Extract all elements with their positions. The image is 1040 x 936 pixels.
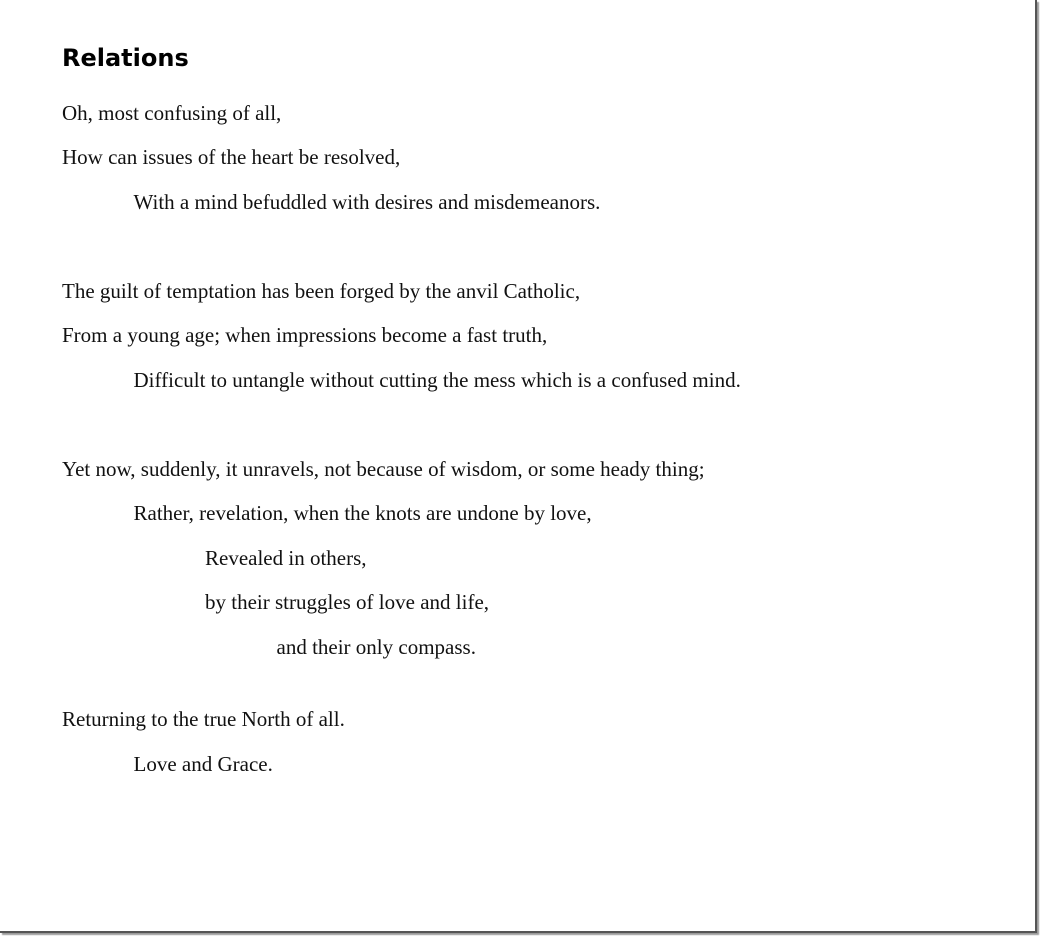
poem-line: and their only compass. xyxy=(276,635,476,659)
poem-line: Rather, revelation, when the knots are undone by love, xyxy=(133,501,592,525)
poem-line: Revealed in others, xyxy=(205,546,367,570)
poem-title: Relations xyxy=(62,44,189,72)
poem-line: How can issues of the heart be resolved, xyxy=(62,145,401,169)
poem-line: From a young age; when impressions become a fast truth, xyxy=(62,323,548,347)
poem-line: Difficult to untangle without cutting the mess which is a confused mind. xyxy=(133,368,741,392)
poem-line: Returning to the true North of all. xyxy=(62,707,345,731)
poem-line: With a mind befuddled with desires and misdemeanors. xyxy=(133,190,601,214)
poem-line: The guilt of temptation has been forged by the anvil Catholic, xyxy=(62,279,581,303)
poem-line: Oh, most confusing of all, xyxy=(62,101,282,125)
poem-line: by their struggles of love and life, xyxy=(205,590,490,614)
poem-line: Yet now, suddenly, it unravels, not because of wisdom, or some heady thing; xyxy=(62,457,705,481)
poem-line: Love and Grace. xyxy=(133,752,273,776)
